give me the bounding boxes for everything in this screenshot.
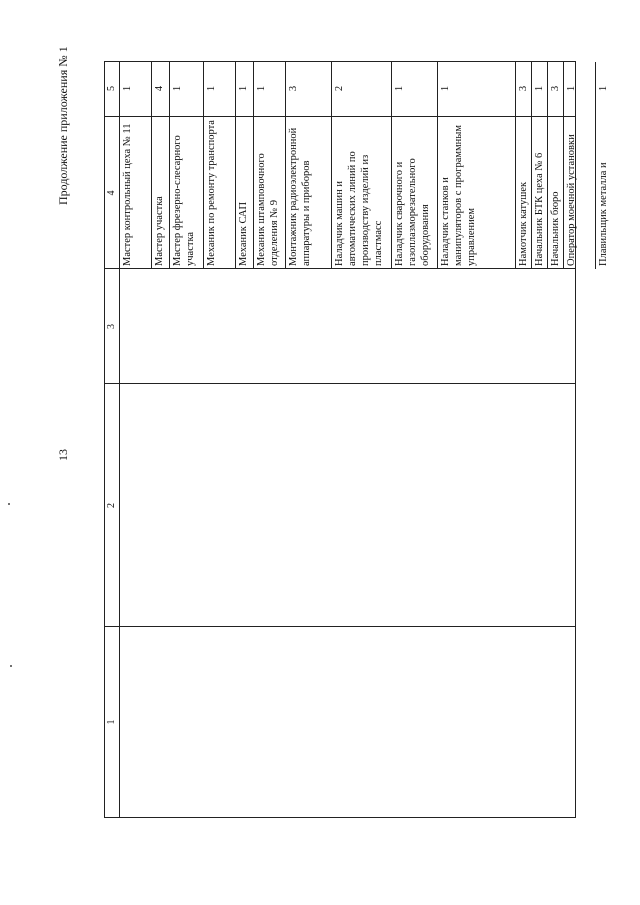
table-row: [170, 60, 203, 269]
position-count: 1: [534, 85, 545, 92]
position-count: 3: [518, 85, 529, 92]
table-row: [564, 60, 595, 269]
position-name: Плавильщик металла и: [598, 162, 609, 266]
position-count: 1: [598, 85, 609, 92]
position-count: 1: [172, 85, 183, 92]
position-name: Мастер участка: [154, 196, 165, 266]
header-col-2: 2: [106, 503, 117, 508]
scan-speck: [8, 503, 10, 505]
table-row: [236, 60, 253, 269]
position-name: Наладчик сварочного и газоплазморезательного оборудования: [394, 158, 431, 266]
position-count: 4: [154, 85, 165, 92]
header-col-5: 5: [106, 86, 117, 91]
table-row: [152, 60, 169, 269]
page-number: 13: [56, 449, 70, 461]
position-count: 1: [566, 85, 577, 92]
table-row: [548, 60, 563, 269]
table-row: [438, 60, 515, 269]
position-name: Механик штамповочного отделения № 9: [256, 153, 280, 266]
table-row: [120, 60, 151, 269]
position-count: 1: [206, 85, 217, 92]
table-row: [254, 60, 285, 269]
position-name: Оператор моечной установки: [566, 134, 577, 266]
position-count: 2: [334, 85, 345, 92]
position-count: 3: [550, 85, 561, 92]
table-row: [392, 60, 437, 269]
table-row: [332, 60, 391, 269]
col-divider-2-3: [105, 383, 575, 384]
table-row: [286, 60, 331, 269]
position-name: Начальник бюро: [550, 191, 561, 266]
position-name: Механик САП: [238, 201, 249, 266]
header-col-1: 1: [106, 719, 117, 725]
table-row: [532, 60, 547, 269]
table-row: [516, 60, 531, 269]
position-count: 1: [238, 85, 249, 92]
position-name: Наладчик машин и автоматических линий по производству изделий из пластмасс: [334, 151, 384, 266]
position-count: 1: [256, 85, 267, 92]
position-name: Мастер фрезерно-слесарного участка: [172, 135, 196, 266]
table-row: [204, 60, 235, 269]
position-name: Монтажник радиоэлектронной аппаратуры и приборов: [288, 127, 312, 266]
position-name: Наладчик станков и манипуляторов с программным управлением: [440, 125, 477, 266]
position-count: 1: [394, 85, 405, 92]
position-count: 1: [440, 85, 451, 92]
appendix-table: [104, 61, 609, 818]
scan-speck: [10, 665, 12, 667]
position-name: Намотчик катушек: [518, 181, 529, 266]
header-col-3: 3: [106, 324, 117, 329]
position-name: Мастер контрольный цеха № 11: [122, 123, 133, 266]
col-divider-1-2: [105, 626, 575, 627]
header-col-4: 4: [106, 190, 117, 196]
position-name: Механик по ремонту транспорта: [206, 120, 217, 266]
position-count: 3: [288, 85, 299, 92]
table-row: [596, 60, 611, 269]
continuation-title: Продолжение приложения № 1: [56, 46, 70, 205]
position-name: Начальник БТК цеха № 6: [534, 152, 545, 266]
position-count: 1: [122, 85, 133, 92]
